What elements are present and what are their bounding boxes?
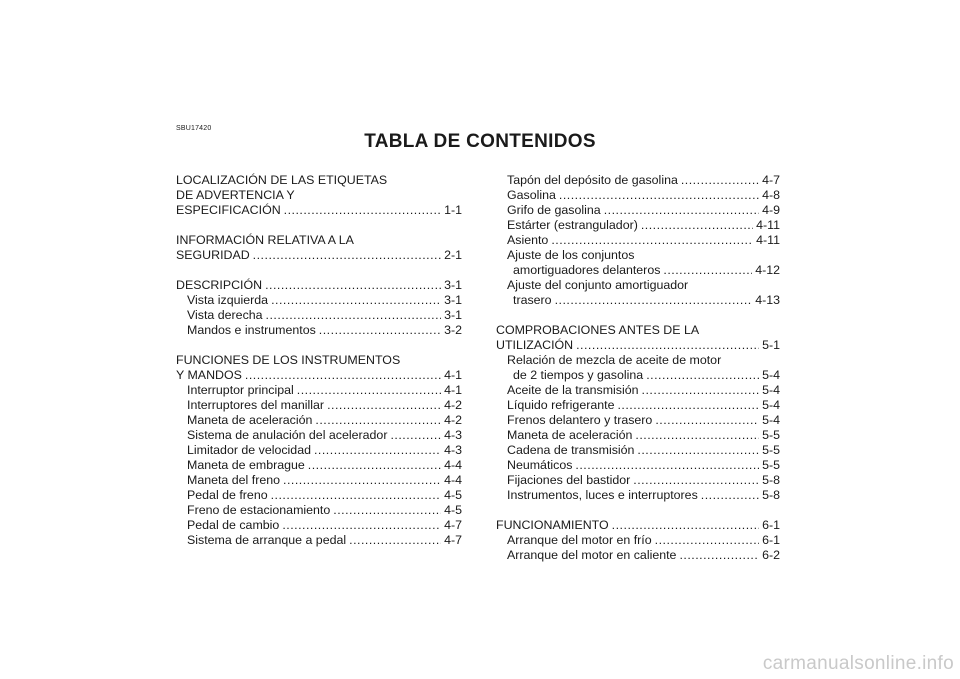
toc-page-number: 5-4 <box>762 368 780 382</box>
toc-section-heading: COMPROBACIONES ANTES DE LA <box>496 323 700 337</box>
toc-section-heading: DE ADVERTENCIA Y <box>176 188 295 202</box>
dot-leader <box>266 308 442 323</box>
toc-entry-label: Freno de estacionamiento <box>187 503 331 517</box>
toc-entry-label: Arranque del motor en caliente <box>507 548 677 562</box>
toc-subentry[interactable] <box>496 428 780 443</box>
toc-entry-label: Aceite de la transmisión <box>507 383 639 397</box>
toc-subentry[interactable] <box>176 293 462 308</box>
toc-entry-label: Instrumentos, luces e interruptores <box>507 488 698 502</box>
dot-leader <box>655 533 759 548</box>
toc-subentry[interactable] <box>176 443 462 458</box>
toc-entry-descripcion[interactable] <box>176 278 462 293</box>
toc-page-number: 3-2 <box>444 323 462 337</box>
toc-page-number: 2-1 <box>444 248 462 262</box>
toc-entry-label: amortiguadores delanteros <box>513 263 661 277</box>
dot-leader <box>271 293 441 308</box>
toc-page-number: 5-5 <box>762 443 780 457</box>
dot-leader <box>637 443 759 458</box>
toc-page-number: 4-4 <box>444 473 462 487</box>
dot-leader <box>284 203 441 218</box>
toc-page-number: 4-2 <box>444 413 462 427</box>
toc-entry-label: Interruptor principal <box>187 383 294 397</box>
toc-entry-label: Pedal de cambio <box>187 518 280 532</box>
toc-page-number: 6-1 <box>762 533 780 547</box>
toc-page-number: 5-1 <box>762 338 780 352</box>
toc-subentry[interactable] <box>176 323 462 338</box>
toc-subentry[interactable] <box>176 398 462 413</box>
toc-entry-label: Grifo de gasolina <box>507 203 601 217</box>
toc-subentry-heading: Ajuste de los conjuntos <box>507 248 635 262</box>
toc-entry-label: Vista izquierda <box>187 293 269 307</box>
toc-subentry[interactable] <box>176 518 462 533</box>
toc-subentry[interactable] <box>176 413 462 428</box>
dot-leader <box>604 203 759 218</box>
toc-section-heading: FUNCIONES DE LOS INSTRUMENTOS <box>176 353 401 367</box>
toc-entry-label: Arranque del motor en frío <box>507 533 652 547</box>
toc-subentry[interactable] <box>176 458 462 473</box>
toc-page-number: 4-7 <box>762 173 780 187</box>
dot-leader <box>679 548 759 563</box>
toc-entry-label: Mandos e instrumentos <box>187 323 316 337</box>
toc-page-number: 4-2 <box>444 398 462 412</box>
dot-leader <box>617 398 759 413</box>
toc-subentry-heading: Ajuste del conjunto amortiguador <box>507 278 689 292</box>
watermark: carmanualsonline.info <box>762 653 954 674</box>
toc-page-number: 5-4 <box>762 398 780 412</box>
toc-page-number: 4-1 <box>444 368 462 382</box>
dot-leader <box>575 458 759 473</box>
toc-subentry[interactable] <box>176 488 462 503</box>
toc-page-number: 6-1 <box>762 518 780 532</box>
dot-leader <box>655 413 759 428</box>
toc-entry-mandos[interactable] <box>176 368 462 383</box>
dot-leader <box>646 368 759 383</box>
toc-page-number: 5-8 <box>762 488 780 502</box>
toc-entry-label: Sistema de arranque a pedal <box>187 533 347 547</box>
toc-subentry[interactable] <box>496 398 780 413</box>
toc-entry-label: Limitador de velocidad <box>187 443 311 457</box>
toc-page-number: 4-13 <box>755 293 780 307</box>
toc-subentry[interactable] <box>496 233 780 248</box>
toc-entry-label: SEGURIDAD <box>176 248 250 262</box>
toc-entry-seguridad[interactable] <box>176 248 462 263</box>
toc-subentry[interactable] <box>496 203 780 218</box>
dot-leader <box>555 293 753 308</box>
toc-page-number: 1-1 <box>444 203 462 217</box>
dot-leader <box>297 383 441 398</box>
toc-entry-label: Líquido refrigerante <box>507 398 615 412</box>
toc-page-number: 5-5 <box>762 458 780 472</box>
dot-leader <box>271 488 441 503</box>
dot-leader <box>559 188 759 203</box>
toc-page-number: 4-3 <box>444 428 462 442</box>
toc-page-number: 4-8 <box>762 188 780 202</box>
toc-entry-label: Tapón del depósito de gasolina <box>507 173 678 187</box>
toc-section-heading: INFORMACIÓN RELATIVA A LA <box>176 233 354 247</box>
dot-leader <box>642 383 760 398</box>
toc-entry-label: UTILIZACIÓN <box>496 338 574 352</box>
toc-entry-label: Maneta del freno <box>187 473 280 487</box>
toc-page-number: 6-2 <box>762 548 780 562</box>
toc-subentry[interactable] <box>496 533 780 548</box>
toc-page-number: 5-5 <box>762 428 780 442</box>
toc-entry-utilizacion[interactable] <box>496 338 780 353</box>
page-title: TABLA DE CONTENIDOS <box>364 131 596 152</box>
dot-leader <box>314 443 441 458</box>
toc-left-column <box>176 173 462 548</box>
toc-entry-label: trasero <box>513 293 552 307</box>
dot-leader <box>551 233 753 248</box>
toc-page-number: 3-1 <box>444 308 462 322</box>
dot-leader <box>315 413 441 428</box>
toc-entry-label: Interruptores del manillar <box>187 398 325 412</box>
toc-page-number: 4-11 <box>756 218 780 232</box>
dot-leader <box>612 518 759 533</box>
toc-subentry[interactable] <box>496 413 780 428</box>
toc-page-number: 3-1 <box>444 293 462 307</box>
toc-entry-label: Fijaciones del bastidor <box>507 473 631 487</box>
toc-subentry[interactable] <box>496 443 780 458</box>
toc-page-number: 4-11 <box>756 233 780 247</box>
toc-entry-label: Cadena de transmisión <box>507 443 635 457</box>
toc-subentry[interactable] <box>176 503 462 518</box>
toc-entry-label: Neumáticos <box>507 458 573 472</box>
toc-subentry[interactable] <box>496 458 780 473</box>
toc-entry-label: Pedal de freno <box>187 488 268 502</box>
toc-subentry[interactable] <box>176 383 462 398</box>
toc-right-column <box>496 173 780 563</box>
toc-subentry[interactable] <box>496 263 780 278</box>
toc-subentry[interactable] <box>176 473 462 488</box>
toc-subentry[interactable] <box>496 188 780 203</box>
toc-page-number: 5-4 <box>762 413 780 427</box>
toc-page-number: 5-4 <box>762 383 780 397</box>
toc-subentry[interactable] <box>496 218 780 233</box>
dot-leader <box>265 278 441 293</box>
dot-leader <box>663 263 752 278</box>
dot-leader <box>253 248 441 263</box>
dot-leader <box>390 428 441 443</box>
toc-entry-funcionamiento[interactable] <box>496 518 780 533</box>
dot-leader <box>633 473 759 488</box>
toc-page-number: 4-5 <box>444 488 462 502</box>
toc-subentry[interactable] <box>496 383 780 398</box>
toc-subentry[interactable] <box>496 368 780 383</box>
toc-entry-label: Asiento <box>507 233 549 247</box>
toc-section-heading: LOCALIZACIÓN DE LAS ETIQUETAS <box>176 173 388 187</box>
dot-leader <box>576 338 759 353</box>
toc-entry-label: Maneta de aceleración <box>507 428 633 442</box>
toc-entry-label: Vista derecha <box>187 308 263 322</box>
toc-entry-especificacion[interactable] <box>176 203 462 218</box>
dot-leader <box>701 488 759 503</box>
toc-entry-label: de 2 tiempos y gasolina <box>513 368 644 382</box>
toc-page-number: 4-7 <box>444 533 462 547</box>
toc-subentry[interactable] <box>496 548 780 563</box>
toc-subentry[interactable] <box>496 473 780 488</box>
dot-leader <box>641 218 753 233</box>
toc-entry-label: Maneta de aceleración <box>187 413 313 427</box>
toc-subentry-heading: Relación de mezcla de aceite de motor <box>507 353 722 367</box>
toc-page-number: 4-12 <box>755 263 780 277</box>
toc-entry-label: ESPECIFICACIÓN <box>176 203 281 217</box>
toc-entry-label: Frenos delantero y trasero <box>507 413 653 427</box>
toc-page-number: 4-7 <box>444 518 462 532</box>
dot-leader <box>319 323 441 338</box>
toc-page-number: 4-3 <box>444 443 462 457</box>
dot-leader <box>681 173 759 188</box>
toc-entry-label: FUNCIONAMIENTO <box>496 518 609 532</box>
document-code: SBU17420 <box>176 125 212 132</box>
toc-subentry[interactable] <box>496 173 780 188</box>
toc-entry-label: Y MANDOS <box>176 368 242 382</box>
toc-subentry[interactable] <box>176 428 462 443</box>
toc-page-number: 4-9 <box>762 203 780 217</box>
dot-leader <box>333 503 441 518</box>
toc-subentry[interactable] <box>496 488 780 503</box>
toc-page-number: 3-1 <box>444 278 462 292</box>
dot-leader <box>282 518 441 533</box>
dot-leader <box>327 398 441 413</box>
dot-leader <box>349 533 441 548</box>
toc-subentry[interactable] <box>176 533 462 548</box>
toc-subentry[interactable] <box>176 308 462 323</box>
toc-entry-label: Gasolina <box>507 188 556 202</box>
toc-entry-label: Maneta de embrague <box>187 458 305 472</box>
toc-entry-label: Estárter (estrangulador) <box>507 218 638 232</box>
toc-subentry[interactable] <box>496 293 780 308</box>
dot-leader <box>245 368 441 383</box>
toc-entry-label: Sistema de anulación del acelerador <box>187 428 388 442</box>
toc-page-number: 5-8 <box>762 473 780 487</box>
toc-page-number: 4-4 <box>444 458 462 472</box>
toc-page-number: 4-5 <box>444 503 462 517</box>
toc-entry-label: DESCRIPCIÓN <box>176 278 263 292</box>
dot-leader <box>283 473 441 488</box>
toc-page-number: 4-1 <box>444 383 462 397</box>
dot-leader <box>308 458 441 473</box>
dot-leader <box>635 428 759 443</box>
